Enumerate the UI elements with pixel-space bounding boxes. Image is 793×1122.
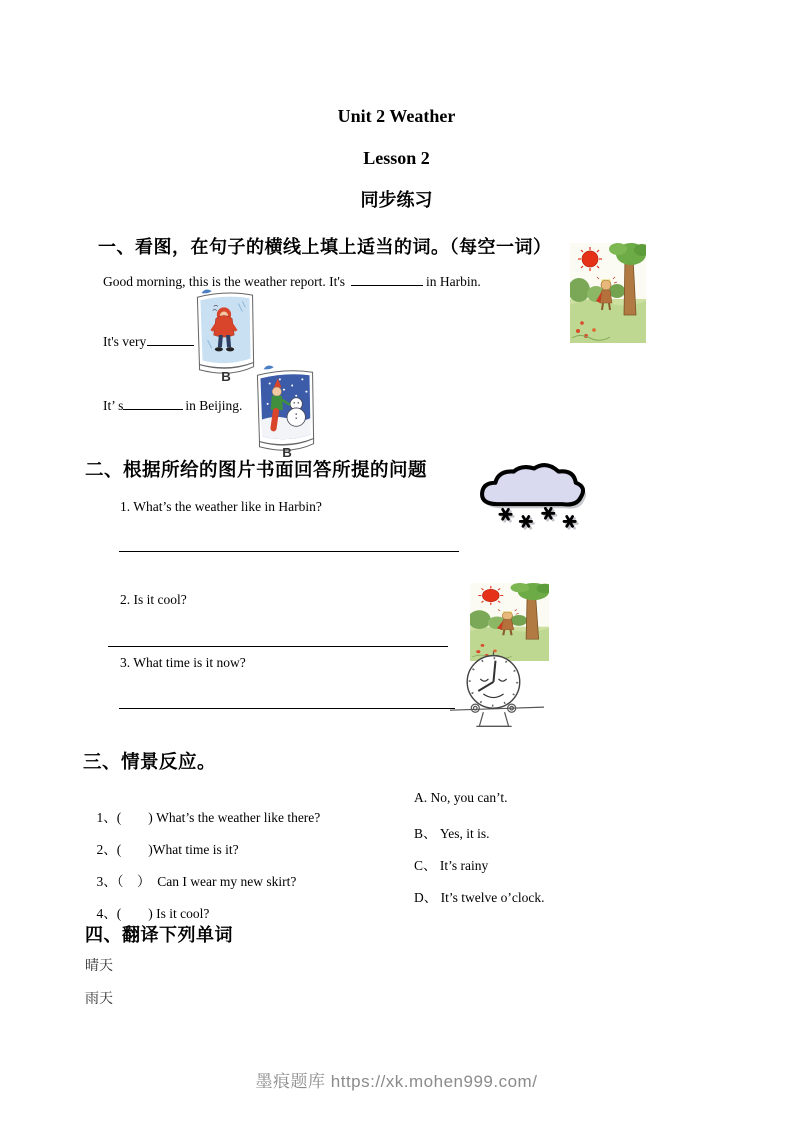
sunny-park-scene-image: [570, 243, 646, 343]
sentence-harbin-post: in Harbin.: [426, 274, 481, 289]
section1-heading: 一、看图，在句子的横线上填上适当的词。（每空一词）: [98, 237, 552, 257]
sentence-beijing-pre: It’ s: [103, 398, 124, 413]
unit-title: Unit 2 Weather: [337, 106, 456, 126]
sentence-beijing-post: in Beijing.: [185, 398, 243, 413]
translate-word-sunny: 晴天: [85, 959, 113, 974]
matching-question: 2、( )What time is it?: [96, 842, 239, 857]
matching-answer: A. No, you can’t.: [414, 790, 508, 805]
answer-line-2: [108, 646, 448, 647]
sentence-very: [103, 333, 194, 350]
matching-question: 4、( ) Is it cool?: [96, 906, 210, 921]
sleeping-alarm-clock-icon: [449, 649, 545, 733]
answer-line-1: [119, 551, 459, 552]
matching-question: 1、( ) What’s the weather like there?: [96, 810, 321, 825]
card1-label: B: [221, 368, 231, 383]
section3-heading: 三、情景反应。: [83, 753, 217, 773]
subtitle: 同步练习: [360, 190, 433, 210]
section4-heading: 四、翻译下列单词: [85, 925, 233, 945]
answer-line-3: [119, 708, 455, 709]
question-3: 3. What time is it now?: [120, 655, 246, 670]
matching-answer: C、 It’s rainy: [414, 858, 489, 873]
card2-label: B: [282, 444, 292, 459]
matching-question: 3、（ ） Can I wear my new skirt?: [96, 874, 297, 889]
sentence-harbin: [103, 273, 481, 290]
section2-heading: 二、根据所给的图片书面回答所提的问题: [85, 461, 428, 481]
sentence-very-pre: It's very: [103, 334, 147, 349]
lesson-title: Lesson 2: [363, 148, 430, 168]
matching-answer: D、 It’s twelve o’clock.: [414, 890, 545, 905]
footer-watermark: 墨痕题库 https://xk.mohen999.com/: [255, 1072, 538, 1091]
fill-blank-beijing: [123, 397, 183, 410]
matching-answer: B、 Yes, it is.: [414, 826, 490, 841]
sentence-beijing: [103, 397, 242, 414]
translate-word-rainy: 雨天: [85, 992, 113, 1007]
fill-blank-very: [147, 333, 194, 346]
question-1: 1. What’s the weather like in Harbin?: [120, 499, 322, 514]
sentence-harbin-pre: Good morning, this is the weather report. It's: [103, 274, 346, 289]
fill-blank-harbin: [351, 273, 423, 286]
snowman-snow-card-image: [249, 361, 321, 459]
question-2: 2. Is it cool?: [120, 592, 187, 607]
snow-cloud-icon: [475, 461, 589, 533]
